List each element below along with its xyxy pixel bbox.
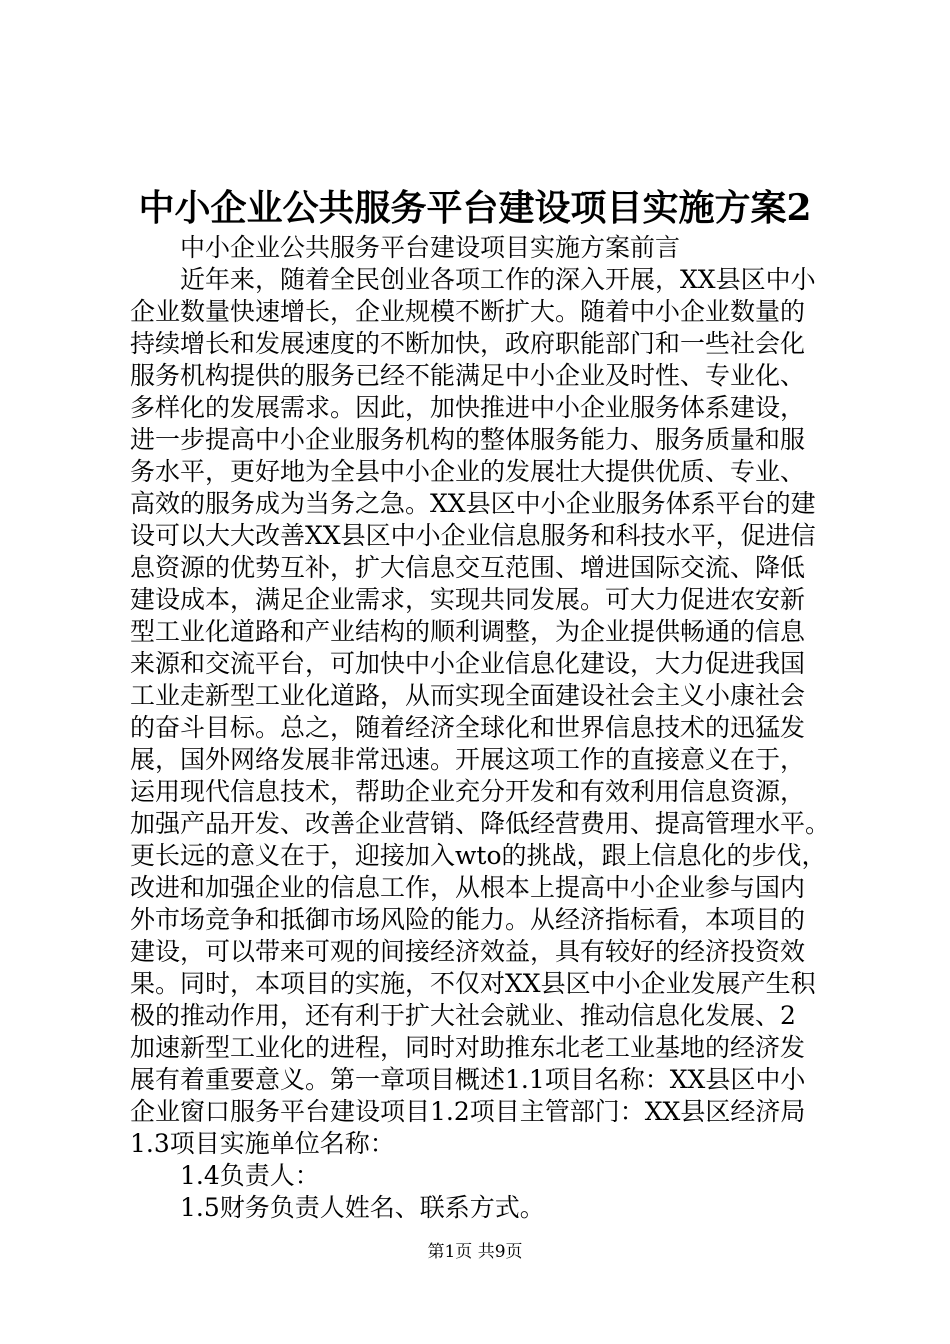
paragraph-line: 1.3项目实施单位名称： [130, 1129, 395, 1158]
paragraph-line: 加强产品开发、改善企业营销、降低经营费用、提高管理水平。 [130, 809, 831, 838]
paragraph-line: 设可以大大改善XX县区中小企业信息服务和科技水平，促进信 [130, 521, 816, 550]
document-body [130, 232, 832, 1224]
paragraph-line: 企业窗口服务平台建设项目1.2项目主管部门：XX县区经济局 [130, 1097, 806, 1126]
paragraph-line: 展，国外网络发展非常迅速。开展这项工作的直接意义在于， [130, 745, 806, 774]
paragraph-line: 务水平，更好地为全县中小企业的发展壮大提供优质、专业、 [130, 457, 806, 486]
paragraph-line: 的奋斗目标。总之，随着经济全球化和世界信息技术的迅猛发 [130, 713, 806, 742]
paragraph-line: 工业走新型工业化道路，从而实现全面建设社会主义小康社会 [130, 681, 806, 710]
paragraph-line: 息资源的优势互补，扩大信息交互范围、增进国际交流、降低 [130, 553, 806, 582]
paragraph-line: 高效的服务成为当务之急。XX县区中小企业服务体系平台的建 [130, 489, 816, 518]
paragraph-line: 建设，可以带来可观的间接经济效益，具有较好的经济投资效 [130, 937, 806, 966]
paragraph-line: 多样化的发展需求。因此，加快推进中小企业服务体系建设， [130, 393, 806, 422]
paragraph-line: 外市场竞争和抵御市场风险的能力。从经济指标看，本项目的 [130, 905, 806, 934]
paragraph-line: 改进和加强企业的信息工作，从根本上提高中小企业参与国内 [130, 873, 806, 902]
paragraph-line: 持续增长和发展速度的不断加快，政府职能部门和一些社会化 [130, 329, 806, 358]
paragraph-line: 服务机构提供的服务已经不能满足中小企业及时性、专业化、 [130, 361, 806, 390]
document-title: 中小企业公共服务平台建设项目实施方案2 [138, 187, 812, 229]
paragraph-line: 企业数量快速增长，企业规模不断扩大。随着中小企业数量的 [130, 297, 806, 326]
paragraph-line: 展有着重要意义。第一章项目概述1.1项目名称：XX县区中小 [130, 1065, 806, 1094]
paragraph-line: 近年来，随着全民创业各项工作的深入开展，XX县区中小 [180, 265, 816, 294]
paragraph-line: 果。同时，本项目的实施，不仅对XX县区中小企业发展产生积 [130, 969, 816, 998]
paragraph-line: 运用现代信息技术，帮助企业充分开发和有效利用信息资源， [130, 777, 806, 806]
paragraph-line: 更长远的意义在于，迎接加入wto的挑战，跟上信息化的步伐， [130, 841, 827, 870]
paragraph-line: 极的推动作用，还有利于扩大社会就业、推动信息化发展、2 [130, 1001, 796, 1030]
paragraph-line: 建设成本，满足企业需求，实现共同发展。可大力促进农安新 [130, 585, 806, 614]
paragraph-line: 进一步提高中小企业服务机构的整体服务能力、服务质量和服 [130, 425, 806, 454]
paragraph-line: 加速新型工业化的进程，同时对助推东北老工业基地的经济发 [130, 1033, 806, 1062]
list-item: 1.5财务负责人姓名、联系方式。 [180, 1193, 545, 1222]
preface-heading: 中小企业公共服务平台建设项目实施方案前言 [180, 233, 681, 262]
paragraph-line: 型工业化道路和产业结构的顺利调整，为企业提供畅通的信息 [130, 617, 806, 646]
list-item: 1.4负责人： [180, 1161, 320, 1190]
paragraph-line: 来源和交流平台，可加快中小企业信息化建设，大力促进我国 [130, 649, 806, 678]
page-footer: 第1页 共9页 [427, 1242, 523, 1262]
